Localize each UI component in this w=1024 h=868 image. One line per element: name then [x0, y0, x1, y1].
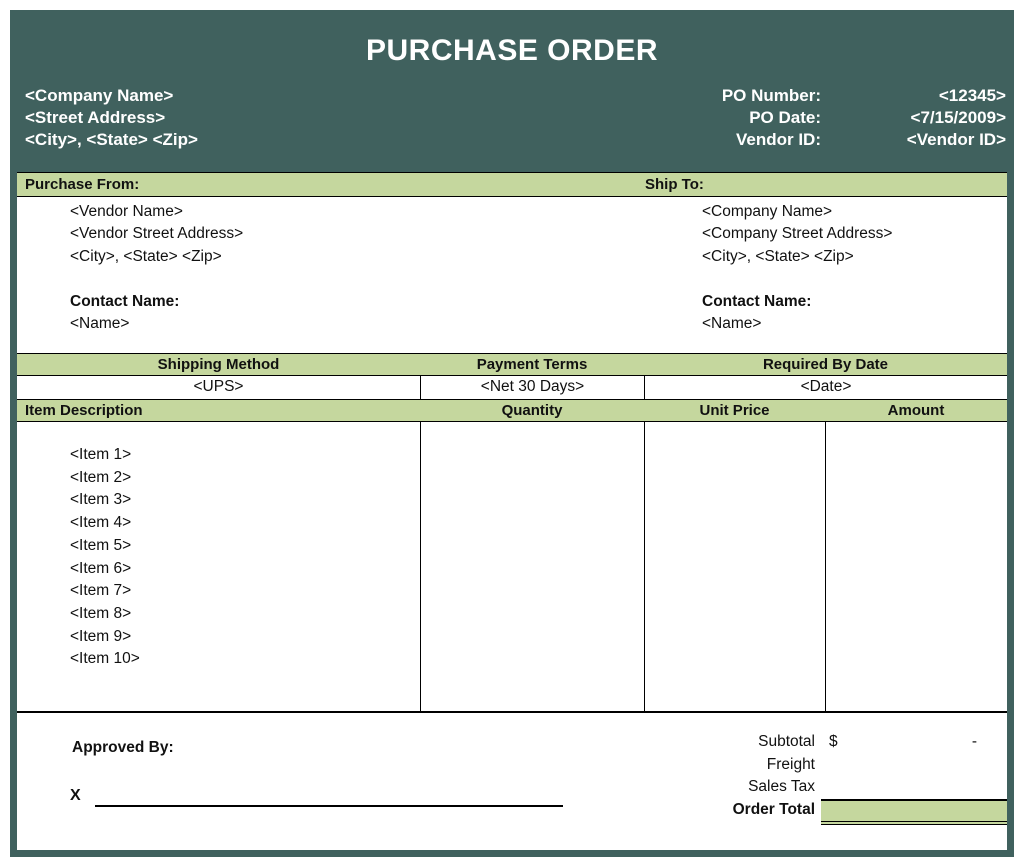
document-footer [17, 713, 1007, 850]
shipto-street[interactable]: <Company Street Address> [702, 225, 893, 243]
item-row[interactable]: <Item 8> [70, 604, 132, 622]
ship-to-header: Ship To: [645, 176, 704, 193]
vendor-contact-label: Contact Name: [70, 292, 180, 310]
page-title: PURCHASE ORDER [365, 34, 659, 67]
po-info-block [661, 85, 1007, 151]
shipping-method-value[interactable]: <UPS> [193, 378, 244, 395]
freight-value[interactable] [821, 754, 1007, 777]
shipping-method-header: Shipping Method [157, 356, 280, 373]
amount-header: Amount [887, 402, 945, 419]
po-date-value[interactable]: <7/15/2009> [910, 108, 1006, 127]
purchase-order-document [10, 10, 1014, 857]
vendor-id-label: Vendor ID: [735, 130, 821, 149]
currency-symbol: $ [829, 733, 838, 750]
from-to-header-bar [17, 172, 1007, 197]
terms-values-row [17, 376, 1007, 399]
ship-to-block [702, 201, 892, 335]
vendor-contact-name[interactable]: <Name> [70, 315, 130, 333]
column-divider-amount [825, 422, 826, 711]
shipto-contact-name[interactable]: <Name> [702, 315, 762, 333]
company-city-state-zip[interactable]: <City>, <State> <Zip> [25, 130, 198, 149]
sales-tax-value[interactable] [821, 776, 1007, 799]
purchase-from-header: Purchase From: [25, 176, 140, 193]
shipto-company-name[interactable]: <Company Name> [702, 203, 833, 220]
order-total-value[interactable] [821, 799, 1007, 825]
terms-header-bar [17, 353, 1007, 376]
required-by-date-header: Required By Date [762, 356, 889, 373]
po-number-label: PO Number: [721, 86, 821, 105]
item-row[interactable]: <Item 1> [70, 446, 132, 463]
column-divider-unit-price [644, 422, 645, 711]
item-row[interactable]: <Item 5> [70, 536, 132, 554]
subtotal-amount: - [971, 733, 977, 750]
company-name[interactable]: <Company Name> [25, 86, 174, 105]
signature-x-label: X [70, 787, 81, 804]
unit-price-header: Unit Price [699, 402, 770, 419]
vendor-id-value[interactable]: <Vendor ID> [906, 130, 1006, 149]
totals-block [733, 731, 1007, 825]
company-address-block [25, 85, 198, 151]
spacer [70, 268, 243, 290]
subtotal-value[interactable] [821, 731, 1007, 754]
address-section [17, 197, 1007, 353]
item-description-header: Item Description [25, 402, 143, 419]
signature-line[interactable] [95, 805, 563, 807]
item-row[interactable]: <Item 2> [70, 468, 132, 486]
document-header [17, 17, 1007, 172]
purchase-from-block [70, 201, 243, 335]
payment-terms-header: Payment Terms [476, 356, 588, 373]
shipto-city-state-zip[interactable]: <City>, <State> <Zip> [702, 247, 854, 265]
required-by-date-value[interactable]: <Date> [644, 376, 1007, 399]
po-number-value[interactable]: <12345> [938, 86, 1006, 105]
column-divider-quantity [420, 422, 421, 711]
po-date-label: PO Date: [749, 108, 821, 127]
payment-terms-value[interactable]: <Net 30 Days> [420, 376, 644, 399]
vendor-street[interactable]: <Vendor Street Address> [70, 225, 244, 243]
quantity-header: Quantity [501, 402, 563, 419]
vendor-city-state-zip[interactable]: <City>, <State> <Zip> [70, 247, 222, 265]
item-row[interactable]: <Item 10> [70, 650, 140, 668]
company-street[interactable]: <Street Address> [25, 108, 166, 127]
item-row[interactable]: <Item 6> [70, 559, 132, 577]
approved-by-label: Approved By: [72, 739, 174, 756]
shipto-contact-label: Contact Name: [702, 292, 812, 310]
item-description-list [70, 444, 140, 671]
order-total-label: Order Total [732, 800, 815, 818]
item-row[interactable]: <Item 3> [70, 491, 132, 509]
subtotal-label: Subtotal [758, 733, 815, 750]
items-table-body [17, 422, 1007, 713]
item-row[interactable]: <Item 4> [70, 514, 132, 532]
item-row[interactable]: <Item 9> [70, 627, 132, 645]
items-header-bar [17, 399, 1007, 422]
vendor-name[interactable]: <Vendor Name> [70, 203, 183, 220]
freight-label: Freight [766, 755, 815, 773]
item-row[interactable]: <Item 7> [70, 582, 132, 600]
sales-tax-label: Sales Tax [748, 778, 815, 795]
spacer [702, 268, 892, 290]
